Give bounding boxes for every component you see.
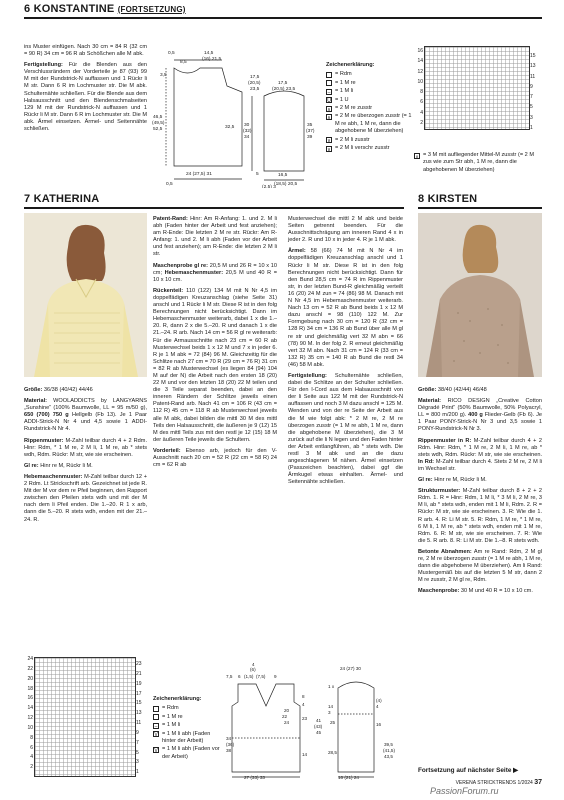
dim-label: (37) [306,129,315,134]
dim-label: 45 [316,730,322,735]
label: Material: [418,398,442,405]
model-illustration [418,213,542,377]
legend-item [326,80,412,87]
dim-label: 0,5 [168,51,175,56]
dim-label: 52,5 [153,127,163,132]
row-number: 9 [530,83,533,90]
symbol-icon: ∧ [327,114,331,121]
dim-label: 46,5 [153,115,163,120]
section-heading-konstantine [24,3,186,15]
label: Fertigstellung: [288,372,327,379]
bodice-outline [174,68,242,166]
dim-label: 1 x [328,684,335,689]
symbol-icon: ∧ [327,106,331,113]
katherina-col1 [24,387,147,528]
dim-label: 14 [328,704,334,709]
section-title: KIRSTEN [427,193,478,205]
text: M-Zahl teilbar durch 4 + 2 Rdm. Hinr: Rdm, * 1 M re, 2 M li, 1 M re, ab * stets wdh, Rdm. Rückr: M str, wie sie erscheinen. [418,437,542,458]
dim-label: 14,5 [204,51,214,56]
symbol-icon: – [327,89,331,96]
section-title: KATHERINA [33,193,100,205]
row-number: 12 [27,715,33,722]
text: Für die Blenden aus den Verschlussrändern der Vorderteile je 87 (93) 99 M mit der Rundstrick-N auffassen und 1 Rückr li M str. Dann 6 R im Lochmuster str. Die M abk. Schulternähte schließen. Für die Blende aus dem Halsausschnitt und den Blendenschmalseiten 129 M mit der Rundstrick-N auffassen und 1 Rückr li M str. Dann 6 R im Lochmuster str. Die M abk. Ärmel einsetzen. Ärmel- und Seitennähte schließen. [24,62,148,133]
dim-label: 22 [282,714,288,719]
dim-label: (1,5) [244,674,254,679]
symbol-icon: ∨ [327,146,331,153]
dim-label: 16 (21) 24 [338,775,359,780]
dim-label: 20 [284,708,290,713]
symbol-icon: U [327,98,331,105]
body-outline [232,684,300,772]
label: Größe: [24,387,43,393]
patent-rand [153,216,277,259]
row-number: 15 [530,53,536,59]
dim-label: (41,5) [383,748,396,753]
text: Hinr: Am R-Anfang: 1. und 2. M li abh (Faden hinter der Arbeit und fest anziehen); am R-Ende: Die letzten 2 M re str. Rückr: Am R-Anfang: 1. und 2. M li abh (Faden vor der Arbeit und fest anziehen); am R-Ende: die letzten 2 M li str. [153,216,278,258]
dim-label: 8,5 [180,60,187,65]
page-number: 37 [534,779,542,786]
dim-label: 30 [244,123,250,128]
gl-re [24,463,147,470]
row-number: 9 [136,729,139,736]
rueckenteil [153,288,277,444]
row-number: 13 [530,63,536,70]
dim-label: 39,5 [384,742,393,747]
dim-label: 23 [302,716,308,721]
dim-label: 27 (33) 33 [244,775,265,780]
row-number: 24 [27,656,33,662]
text: M-Zahl teilbar durch 4. Stets 2 M re, 2 M li im Wechsel str. [418,458,542,472]
label: Gl re: [24,462,39,469]
legend-item [153,731,225,746]
legend-text: = Rdm [162,705,179,712]
row-number: 4 [420,109,423,116]
label: Maschenprobe gl re: [153,262,209,269]
vorderteil [153,448,277,469]
dim-label: 17,5 [278,81,288,86]
hebemaschenmuster [24,474,147,524]
row-number: 6 [30,744,33,751]
row-number: 3 [136,759,139,766]
vorderteil-cont: Musterwechsel die mittl 2 M abk und beide Seiten getrennt beenden. Für die Ausschnittschrägung am inneren Rand 4 x in jeder 2. R und 10 x in jeder 4. R je 1 M abk. [288,216,403,244]
text: M-Zahl teilbar durch 4 + 2 Rdm. Hinr: Rdm, * 1 M re, 2 M li, 1 M re, ab * stets wdh, Rdm. Rückr: M str, wie sie erscheinen. [24,437,148,458]
text: RICO DESIGN „Creative Cotton Dégradé Print“ (50% Baumwolle, 50% Polyacryl, LL = 800 m/200 g). [418,398,542,419]
dim-label: 4 [252,662,255,667]
konstantine-legend [326,62,412,153]
row-number: 14 [417,58,423,65]
section-number: 7 [24,193,31,205]
betonte-abnahmen [418,549,542,584]
text: M-Zahl teilbar durch 12 + 2 Rdm. Lt Strickschrift arb. Gezeichnet ist jede R. Mit der M vor dem re Pfeil beginnen, den Rapport zwischen den Pfeilen stets wdh und mit der M nach dem li Pfeil enden. Die 1.–20. R 1 x arb, dann die 5.–20. R stets wdh, enden mit der 21.–24. R. [24,473,147,523]
section-subtitle: (FORTSETZUNG) [117,5,186,14]
legend-title: Zeichenerklärung: [153,696,202,702]
chart-row-numbers-right [530,51,540,133]
label: Strukturmuster: [418,488,461,495]
label: Fertigstellung: [24,62,63,69]
row-number: 1 [136,769,139,776]
legend-text: = 1 M re [162,713,183,720]
magazine-name: VERENA STRICKTRENDS 1/2024 [455,780,533,786]
katherina-schematic [226,662,406,780]
label: Patent-Rand: [153,216,188,222]
section-number: 6 [24,3,31,15]
dim-label: (7,5) [256,674,266,679]
row-number: 20 [27,675,33,682]
row-number: 8 [420,89,423,95]
section-rule [24,17,542,19]
material [24,398,147,433]
dim-label: (16) 21,5 [202,57,222,62]
dim-label: 9 [274,674,277,679]
dim-label: 23,5 [250,87,260,92]
dim-label: 17,5 [250,75,260,80]
symbol-icon: ∨ [327,138,331,145]
label: Rippenmuster in R: [418,437,472,444]
text: 30 M und 40 R = 10 x 10 cm. [460,588,533,595]
section-heading-katherina [24,193,99,205]
row-number: 16 [417,48,423,54]
dim-label: (43) [314,724,323,729]
symbol-icon [326,80,332,86]
row-number: 4 [30,754,33,761]
dim-label: 6 [238,674,241,679]
dim-label: 4 [376,704,379,709]
dim-label: 14 [302,752,308,757]
row-number: 7 [530,94,533,100]
chart-row-numbers [24,655,33,773]
chart-grid [34,657,136,777]
legend-text: = 1 M li abh (Faden hinter der Arbeit) [162,730,211,745]
row-number: 1 [530,124,533,131]
material [418,398,542,433]
label: Rückenteil: [153,287,184,294]
photo-kirsten [418,213,542,377]
label: Hebemaschenmuster: [24,473,83,480]
dim-label: (18,5) 20,5 [274,182,298,187]
symbol-icon [153,706,159,712]
dim-label: 34 [226,736,232,741]
paragraph: ins Muster einfügen. Nach 30 cm = 84 R (32 cm = 90 R) 34 cm = 96 R ab Schößchen alle M abk. [24,44,147,58]
symbol-icon [326,72,332,78]
dim-label: 7,5 [226,674,233,679]
section-rule [418,207,542,209]
dim-label: 5 [256,172,259,177]
row-number: 11 [136,720,142,727]
legend-item [326,88,412,95]
section-rule [24,207,404,209]
row-number: 2 [420,119,423,126]
chart-row-numbers-right [136,660,146,778]
konstantine-text [24,44,147,137]
legend-item [153,714,225,721]
label: Maschenprobe: [418,588,460,595]
section-heading-kirsten [418,193,477,205]
label: Rippenmuster: [24,437,64,444]
legend-text: = 1 U [335,96,349,103]
text: 58 (66) 74 M mit N Nr 4 im doppelfädigen Kreuzanschlag anschl und 1 Rückr li M str. Diese R ist in den folg Berechnungen nicht berücksichtigt. Dann für den Bund 28,5 cm = 74 R im Rippenmuster str, in der letzten Bund-R gleichmäßig verteilt 16 (20) 24 M zun = 74 (86) 98 M. Danach mit N Nr 4,5 im Hebemaschenmuster weiterarb. Nach 13 cm = 52 R ab Bund beids 1 x 12 M dazu anschl = 98 (110) 122 M. Zur Formgebung nach 30 cm = 120 R (32 cm = 128 R) 34 cm = 136 R ab Bund über alle M gl re str und gleichmäßig vert 32 M abn = 66 (78) 90 M. In der folg 2. R erneut gleichmäßig vert 32 M abn. Nach 31 cm = 124 R (33 cm = 132 R) 35 cm = 140 R ab Bund die restl 34 (46) 58 M abk. [288,248,403,368]
legend-item [153,705,225,712]
dim-label: 43,5 [384,754,393,759]
legend-text: = 2 M re zusstr [335,105,373,112]
text-bold: 650 (700) 750 g [24,412,69,419]
dim-label: 4 [302,702,305,707]
row-number: 5 [136,749,139,756]
legend-item [153,722,225,729]
row-number: 21 [136,670,142,677]
dim-label: 3 [328,710,331,715]
label: Hebemaschenmuster: [164,269,224,276]
model-illustration [24,213,147,377]
text: 20,5 M und 40 R = 10 x 10 cm. [153,269,277,283]
dim-label: (4) [376,698,382,703]
legend-text: = 1 M li [335,88,354,95]
text-bold: 400 g [468,412,483,419]
text: Flieder-Gelb (Fb 6). Je 1 Paar PONY-Strick-N Nr 3 und 3,5 sowie 1 PONY-Rundstrick-N Nr 3. [418,412,543,433]
dim-label: 24 (27) 30 [340,666,361,671]
maschenprobe [153,263,277,284]
row-number: 16 [27,695,33,702]
aermel [288,248,403,369]
photo-katherina [24,213,147,377]
row-number: 13 [136,710,142,717]
legend-item [326,97,412,104]
row-number: 10 [417,78,423,85]
legend-text: = 2 M li zusstr [335,136,370,143]
legend-text: = 3 M mit aufliegender Mittel-M zusstr (= 2 M zus wie zum Str abh, 1 M re, dann die abgehobenen M überziehen) [423,152,534,173]
dim-label: (20,5) [248,81,261,86]
row-number: 12 [417,68,423,75]
paragraph-fertigstellung [24,62,147,133]
sleeve-outline [264,91,304,171]
dim-label: 24 (27,5) 31 [186,172,212,177]
row-number: 8 [30,734,33,741]
dim-label: 25 [330,720,336,725]
katherina-col2 [153,216,277,473]
row-number: 2 [30,764,33,771]
dim-label: 34 [244,135,250,140]
legend-text: = 1 M re [335,79,356,86]
dim-label: 28,5 [328,750,337,755]
row-number: 3 [530,114,533,121]
katherina-legend [153,696,225,762]
katherina-chart [24,655,147,779]
continued-link[interactable]: Fortsetzung auf nächster Seite ▶ [418,767,519,774]
dim-label: 35 [307,123,313,128]
dim-label: 24 [284,720,290,725]
row-number: 17 [136,690,142,697]
dim-label: 3,5 [160,73,167,78]
text: Am re Rand: Rdm, 2 M gl re, 2 M re überzogen zusstr (= 1 M re abh, 1 M re, dann die abgehobene M überziehen). Am li Rand: Mustergemäß bis auf die letzten 5 M str, dann 2 M re zusstr, 2 M gl re, Rdm. [418,548,543,584]
strukturmuster [418,488,542,545]
text: 20,5 M und 26 R = 10 x 10 cm; [153,262,277,276]
text: 110 (122) 134 M mit N Nr 4,5 im doppelfädigen Kreuzanschlag (siehe Seite 31) anschl und 1 Rückr li M str. Diese R ist in den folg Berechnungen nicht berücksichtigt. Dann im Hebemaschenmuster weiterarb, dabei 1 x die 1.–20. R, dann 2 x die 5.–20. R und danach 1 x die 21.–24. R arb. Nach 14 cm = 56 R gl re weiterarb: Für die Armausschnitte nach 23 cm = 60 R ab Musterwechsel beids 1 x 12 M und 7 x in jeder 6. R je 1 M abk = 72 (84) 96 M. Gleichzeitig für die Schlitze nach 27 cm = 70 R (29 cm = 76 R) 31 cm = 82 R ab Musterwechsel (es liegen 84 (94) 104 M auf der N) die Arbeit nach den ersten 18 (20) 22 M und vor den letzten 18 (20) 22 M teilen und die 3 Teile separat beenden, dabei an den inneren Rändern der Schlitze jeweils einen Patent-Rand arb. Nach 41 cm = 106 R (43 cm = 112 R) 45 cm = 118 R ab Musterwechsel jeweils alle M abk, dabei bilden die mittl 30 M des mittl Teils den Halsausschnitt, die äußeren je 9 (12) 15 M des mittl Teils zus mit den restl je 12 (15) 18 M der äußeren Teile jeweils die Schultern. [153,287,277,443]
row-number: 22 [27,665,33,672]
triple-decrease-icon: ∧ [415,153,419,159]
fertigstellung [288,373,403,487]
label: Gl re: [418,477,433,484]
legend-item [414,152,542,174]
dim-label: (2,5) 3 [262,185,276,188]
text: Hinr re M, Rückr li M. [40,462,93,469]
gl-re [418,477,542,484]
row-number: 11 [530,73,536,80]
dim-label: (6) [250,667,256,672]
label: Betonte Abnahmen: [418,548,472,555]
dim-label: 38 [226,748,232,753]
legend-item [326,71,412,78]
text: M-Zahl teilbar durch 8 + 2 + 2 Rdm. 1. R = Hinr: Rdm, 1 M li, * 3 M li, 2 M re, 3 M li, ab * stets wdh, enden mit 1 M li, Rdm. 2. R = Rückr: M str, wie sie erscheinen. 3. R: Wie die 1. R arb. 4. R: Li M str. 5. R: Rdm, 1 M re, * 1 M re, 6 M li, 1 M re, ab * stets wdh, enden mit 1 M re, Rdm. 6. R: M str, wie sie erscheinen. 7. R: Wie die 5. R arb. 8. R: Li M str. Die 1.–8. R stets wdh. [418,488,542,544]
chart-row-numbers [414,46,423,128]
groesse [24,387,147,394]
konstantine-schematic [152,46,320,188]
dim-label: 16 [376,722,382,727]
konstantine-extra-legend [414,152,542,175]
label: Material: [24,398,48,405]
row-number: 23 [136,661,142,667]
katherina-col3 [288,216,403,490]
legend-item [326,145,412,152]
dim-label: 41 [316,718,322,723]
legend-item [153,746,225,761]
kirsten-col [418,387,542,599]
legend-title: Zeichenerklärung: [326,62,375,68]
groesse [418,387,542,394]
symbol-icon [153,714,159,720]
dim-label: (36) [226,742,235,747]
label: Ärmel: [288,248,306,255]
legend-text: = 2 M re überzogen zusstr (= 1 M re abh, 1 M re, dann die abgehobene M überziehen) [335,113,412,135]
legend-text: = 2 M li verschr zusstr [335,145,390,152]
row-number: 7 [136,739,139,746]
chart-grid [424,46,530,130]
dim-label: 0,5 [166,182,173,187]
watermark: PassionForum.ru [430,786,499,796]
symbol-icon: V [154,732,158,739]
page-footer [418,779,542,786]
dim-label: 16,5 [278,173,288,178]
text: Hinr re M, Rückr li M. [434,477,487,484]
dim-label: (20,5) 23,5 [272,87,296,92]
label: Vorderteil: [153,447,181,454]
konstantine-chart [414,46,542,136]
section-title: KONSTANTINE [33,3,115,15]
legend-item [326,113,412,135]
text: Hellgelb (Fb 13). Je 1 Paar ADDI-Strick-N Nr 4 und 4,5 sowie 1 ADDI-Rundstrick-N Nr 4. [24,412,147,433]
dim-label: 8 [302,694,305,699]
text: Ebenso arb, jedoch für den V-Ausschnitt nach 20 cm = 52 R (22 cm = 58 R) 24 cm = 62 R ab [153,447,277,469]
row-number: 6 [420,99,423,106]
legend-text: = 1 M li abh (Faden vor der Arbeit) [162,746,220,760]
symbol-icon: – [154,723,158,730]
rippenmuster [418,438,542,473]
legend-item [326,137,412,144]
dim-label: 39 [307,135,313,140]
label: Größe: [418,387,437,393]
symbol-icon: V [154,747,158,754]
sleeve-outline [338,682,374,772]
legend-text: = 1 M li [162,722,181,729]
legend-item [326,105,412,112]
row-number: 5 [530,104,533,111]
row-number: 15 [136,700,142,707]
label: In Rd: [418,458,435,465]
section-number: 8 [418,193,425,205]
dim-label: 32,5 [225,125,235,130]
text: 38/40 (42/44) 46/48 [437,387,487,393]
rippenmuster [24,438,147,459]
text: 36/38 (40/42) 44/46 [43,387,93,393]
maschenprobe [418,588,542,595]
row-number: 10 [27,724,33,731]
text: WOOLADDICTS by LANGYARNS „Sunshine“ (100% Baumwolle, LL = 95 m/50 g), [24,398,148,412]
dim-label: (32) [243,129,252,134]
legend-text: = Rdm [335,71,352,78]
text: Schulternähte schließen, dabei die Schlitze an der Schulter schließen. Für den I-Cord aus dem Halsausschnitt von der li Seite aus 122 M mit der Rundstrick-N auffassen und noch 3 M dazu anschl = 125 M. Wenden und von der re Seite der Arbeit aus die M wie folgt abk: * 2 M re, 2 M re überzogen zusstr (= 1 M re abh, 1 M re, dann die abgehobene M überziehen), die 3 M zurück auf die li N legen und den Faden hinter der Arbeit entlangführen, ab * stets wdh. Die restl 3 M abk und an die dazu angeschlagenen M nähen. Ärmel einsetzen (Passzeichen beachten), dabei ggf die Ärmkugel etwas einhalten. Ärmel- und Seitennähte schließen. [288,372,403,486]
row-number: 18 [27,685,33,692]
row-number: 14 [27,705,33,712]
row-number: 19 [136,680,142,687]
dim-label: (49,5) [152,121,165,126]
